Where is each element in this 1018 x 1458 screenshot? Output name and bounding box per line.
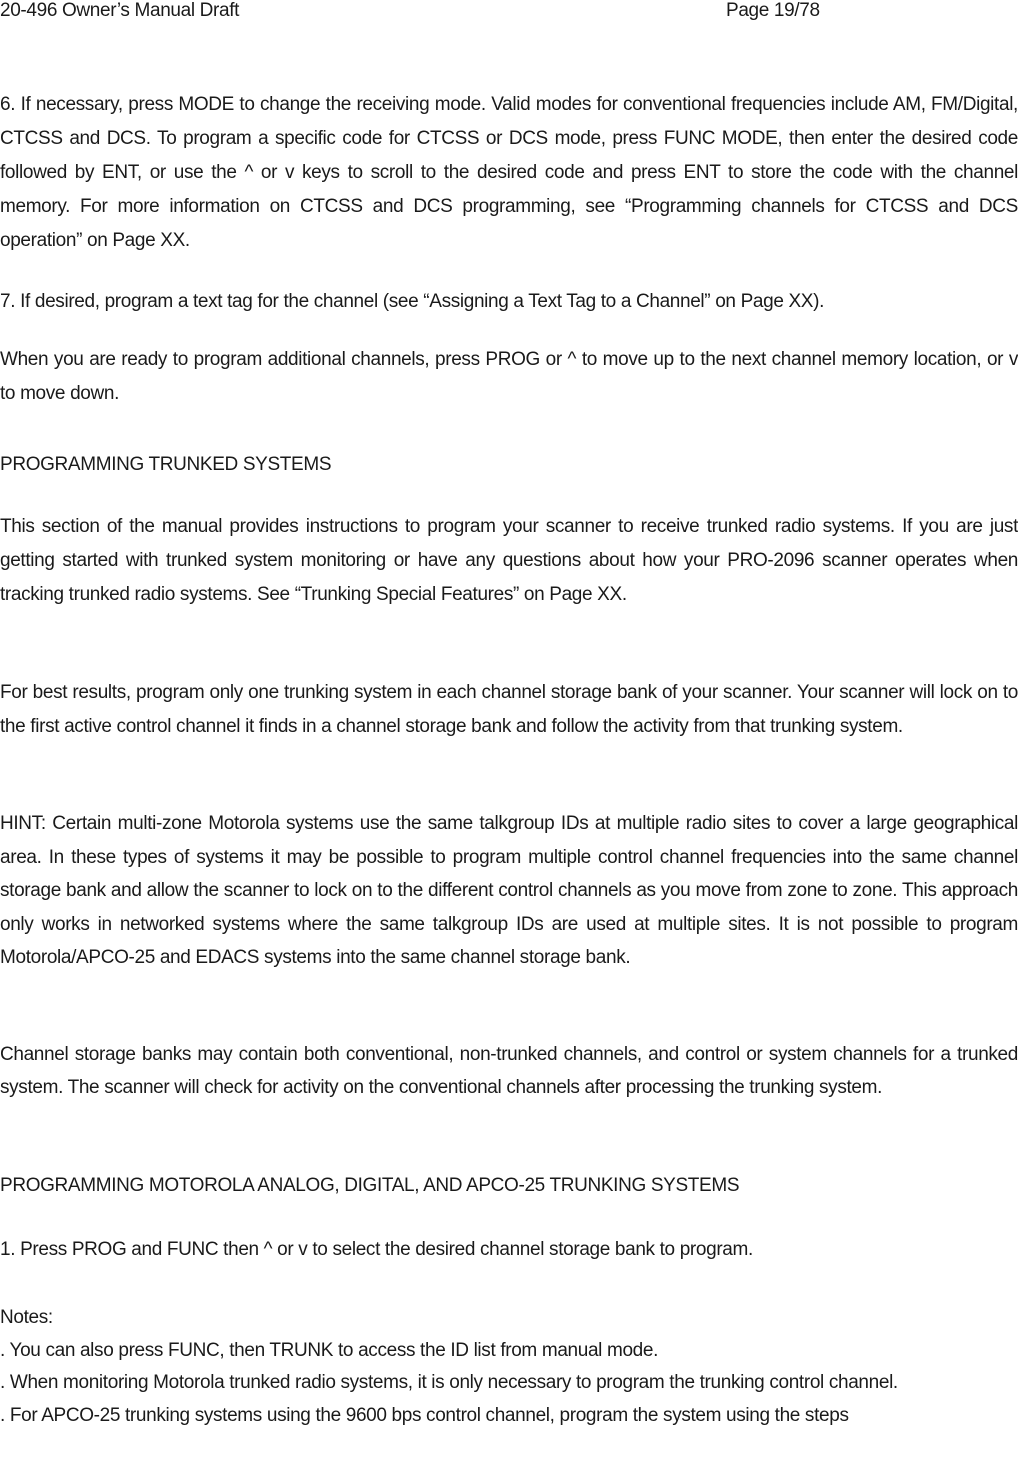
note-item: . For APCO-25 trunking systems using the 9600 bps control channel, program the system using the steps bbox=[0, 1404, 849, 1426]
note-item: . When monitoring Motorola trunked radio systems, it is only necessary to program the trunking control channel. bbox=[0, 1372, 898, 1393]
paragraph-additional-channels: When you are ready to program additional channels, press PROG or ^ to move up to the next channel memory location, or v to move down. bbox=[0, 349, 1018, 404]
paragraph-step-1: 1. Press PROG and FUNC then ^ or v to select the desired channel storage bank to program. bbox=[0, 1239, 753, 1260]
notes-section bbox=[0, 1302, 1018, 1432]
note-item: . You can also press FUNC, then TRUNK to access the ID list from manual mode. bbox=[0, 1339, 659, 1361]
paragraph-best-results: For best results, program only one trunking system in each channel storage bank of your scanner. Your scanner will lock on to the first active control channel it finds in a channel storage bank and follow the activity from that trunking system. bbox=[0, 682, 1018, 737]
header-page-number: Page 19/78 bbox=[726, 0, 820, 21]
paragraph-step-7: 7. If desired, program a text tag for the channel (see “Assigning a Text Tag to a Channel” on Page XX). bbox=[0, 291, 825, 312]
paragraph-trunked-intro: This section of the manual provides instructions to program your scanner to receive trunked radio systems. If you are just getting started with trunked system monitoring or have any questions about how your PRO-2096 scanner operates when tracking trunked radio systems. See “Trunking Special Features” on Page XX. bbox=[0, 516, 1018, 605]
notes-label: Notes: bbox=[0, 1307, 53, 1328]
header-title: 20-496 Owner’s Manual Draft bbox=[0, 0, 240, 21]
paragraph-channel-storage-banks: Channel storage banks may contain both conventional, non-trunked channels, and control or system channels for a trunked system. The scanner will check for activity on the conventional channels after processing the trunking system. bbox=[0, 1044, 1018, 1098]
paragraph-step-6: 6. If necessary, press MODE to change the receiving mode. Valid modes for conventional frequencies include AM, FM/Digital, CTCSS and DCS. To program a specific code for CTCSS or DCS mode, press FUNC MODE, then enter the desired code followed by ENT, or use the ^ or v keys to scroll to the desired code and press ENT to store the code with the channel memory. For more information on CTCSS and DCS programming, see “Programming channels for CTCSS and DCS operation” on Page XX. bbox=[0, 94, 1018, 251]
heading-motorola-trunking: PROGRAMMING MOTOROLA ANALOG, DIGITAL, AND APCO-25 TRUNKING SYSTEMS bbox=[0, 1175, 740, 1196]
paragraph-hint: HINT: Certain multi-zone Motorola systems use the same talkgroup IDs at multiple radio sites to cover a large geographical area. In these types of systems it may be possible to program multiple control channel frequencies into the same channel storage bank and allow the scanner to lock on to the different control channels as you move from zone to zone. This approach only works in networked systems where the same talkgroup IDs are used at multiple sites. It is not possible to program Motorola/APCO-25 and EDACS systems into the same channel storage bank. bbox=[0, 813, 1018, 968]
heading-trunked-systems: PROGRAMMING TRUNKED SYSTEMS bbox=[0, 454, 332, 475]
